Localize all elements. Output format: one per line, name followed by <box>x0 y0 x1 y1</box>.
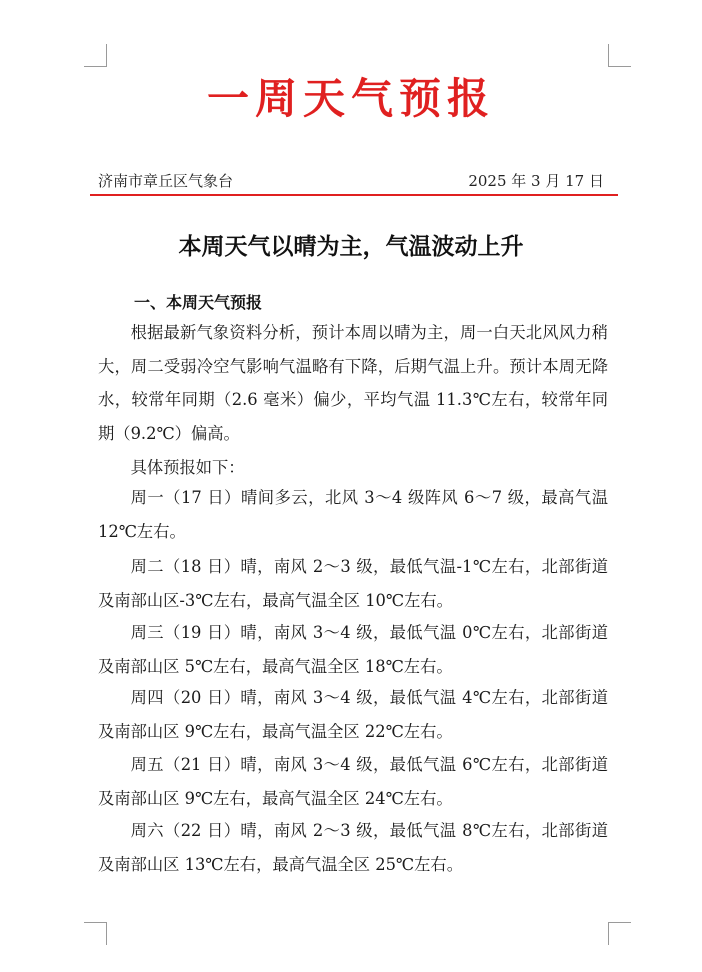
issuer-name: 济南市章丘区气象台 <box>98 172 234 190</box>
forecast-day-2: 周二（18 日）晴，南风 2～3 级，最低气温-1℃左右，北部街道及南部山区-3℃左右，最高气温全区 10℃左右。 <box>98 557 608 610</box>
section-heading: 一、本周天气预报 <box>134 293 263 312</box>
article-headline: 本周天气以晴为主，气温波动上升 <box>178 233 524 260</box>
page-corner-mark-bottom-left <box>84 922 107 945</box>
detail-label: 具体预报如下： <box>130 458 245 477</box>
page-corner-mark-top-left <box>84 44 107 67</box>
forecast-day-6: 周六（22 日）晴，南风 2～3 级，最低气温 8℃左右，北部街道及南部山区 13℃左右，最高气温全区 25℃左右。 <box>98 821 608 874</box>
red-divider <box>90 194 618 196</box>
forecast-day-4: 周四（20 日）晴，南风 3～4 级，最低气温 4℃左右，北部街道及南部山区 9℃左右，最高气温全区 22℃左右。 <box>98 688 608 741</box>
forecast-day-5: 周五（21 日）晴，南风 3～4 级，最低气温 6℃左右，北部街道及南部山区 9℃左右，最高气温全区 24℃左右。 <box>98 755 608 808</box>
page-corner-mark-bottom-right <box>608 922 631 945</box>
forecast-day-3: 周三（19 日）晴，南风 3～4 级，最低气温 0℃左右，北部街道及南部山区 5℃左右，最高气温全区 18℃左右。 <box>98 623 608 676</box>
page-corner-mark-top-right <box>608 44 631 67</box>
masthead-title: 一周天气预报 <box>206 74 495 123</box>
issue-date: 2025 年 3 月 17 日 <box>468 172 604 190</box>
forecast-day-1: 周一（17 日）晴间多云，北风 3～4 级阵风 6～7 级，最高气温 12℃左右。 <box>98 488 609 541</box>
intro-paragraph: 根据最新气象资料分析，预计本周以晴为主，周一白天北风风力稍大，周二受弱冷空气影响气温略有下降，后期气温上升。预计本周无降水，较常年同期（2.6 毫米）偏少，平均气温 11.3℃左右，较常年同期（9.2℃）偏高。 <box>98 323 608 443</box>
